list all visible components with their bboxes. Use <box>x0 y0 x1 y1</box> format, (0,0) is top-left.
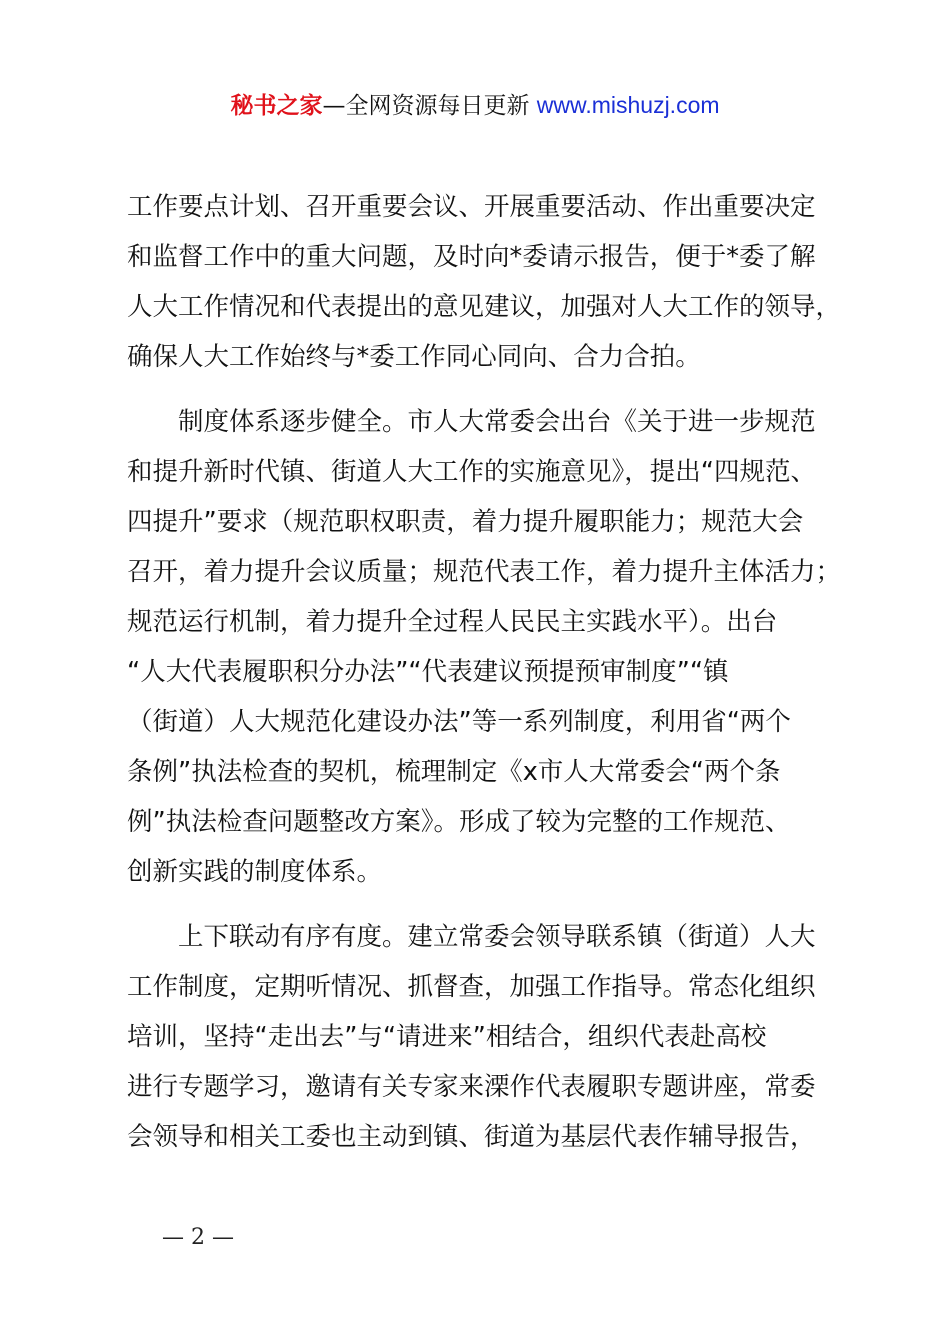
text-line: 条例”执法检查的契机，梳理制定《x市人大常委会“两个条 <box>127 757 781 787</box>
paragraph-3 <box>127 912 862 1162</box>
text-line: 确保人大工作始终与*委工作同心同向、合力合拍。 <box>127 342 701 372</box>
site-url-link[interactable]: www.mishuzj.com <box>536 92 720 118</box>
text-line: 人大工作情况和代表提出的意见建议，加强对人大工作的领导， <box>127 292 842 322</box>
document-body <box>127 182 862 1162</box>
text-line: 进行专题学习，邀请有关专家来溧作代表履职专题讲座，常委 <box>127 1072 816 1102</box>
text-line: 和监督工作中的重大问题，及时向*委请示报告，便于*委了解 <box>127 242 816 272</box>
site-brand: 秘书之家 <box>230 93 323 119</box>
text-line: （街道）人大规范化建设办法”等一系列制度，利用省“两个 <box>127 707 791 737</box>
text-line: 上下联动有序有度。建立常委会领导联系镇（街道）人大 <box>178 922 816 952</box>
text-line: 培训，坚持“走出去”与“请进来”相结合，组织代表赴高校 <box>127 1022 767 1052</box>
site-tagline: —全网资源每日更新 <box>322 93 537 119</box>
paragraph-1 <box>127 182 862 382</box>
text-line: 和提升新时代镇、街道人大工作的实施意见》，提出“四规范、 <box>127 457 816 487</box>
text-line: “人大代表履职积分办法”“代表建议预提预审制度”“镇 <box>127 657 729 687</box>
text-line: 召开，着力提升会议质量；规范代表工作，着力提升主体活力； <box>127 557 842 587</box>
text-line: 会领导和相关工委也主动到镇、街道为基层代表作辅导报告， <box>127 1122 816 1152</box>
text-line: 例”执法检查问题整改方案》。形成了较为完整的工作规范、 <box>127 807 791 837</box>
page-header <box>0 88 950 123</box>
paragraph-2 <box>127 397 862 897</box>
text-line: 制度体系逐步健全。市人大常委会出台《关于进一步规范 <box>178 407 816 437</box>
page-number: — 2 — <box>162 1225 234 1250</box>
text-line: 创新实践的制度体系。 <box>127 857 383 887</box>
text-line: 工作制度，定期听情况、抓督查，加强工作指导。常态化组织 <box>127 972 816 1002</box>
text-line: 工作要点计划、召开重要会议、开展重要活动、作出重要决定 <box>127 192 816 222</box>
text-line: 规范运行机制，着力提升全过程人民民主实践水平）。出台 <box>127 607 778 637</box>
text-line: 四提升”要求（规范职权职责，着力提升履职能力；规范大会 <box>127 507 804 537</box>
